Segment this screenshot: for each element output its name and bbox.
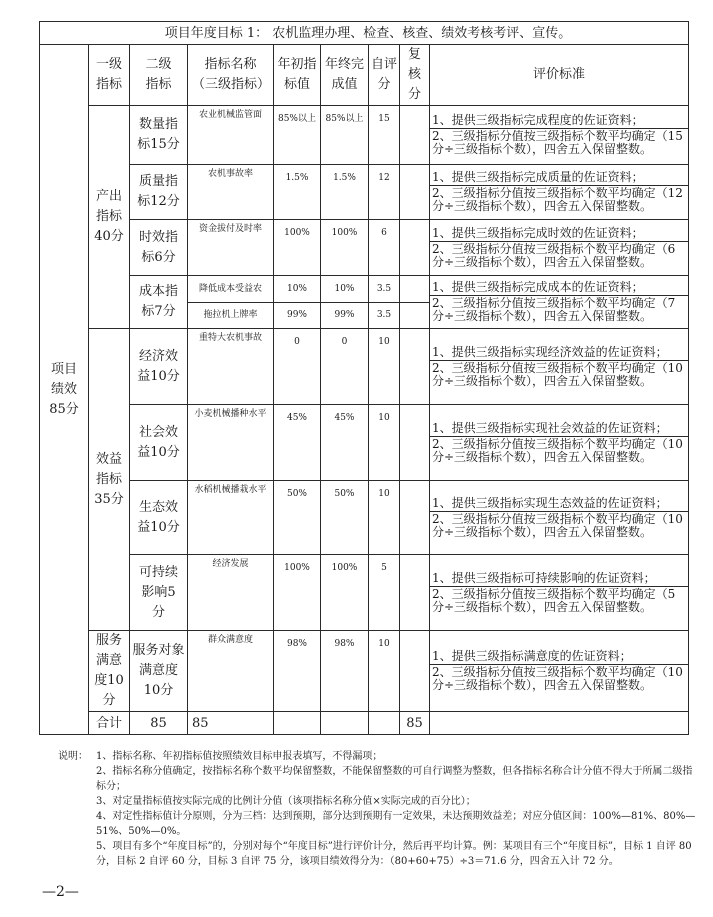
note-2: 2、指标名称分值确定，按指标名称个数平均保留整数，不能保留整数的可自行调整为整数，但各指标名称合计分值不得大于所属二级指标分； — [96, 766, 693, 792]
criteria-line-1: 1、提供三级指标实现生态效益的佐证资料； — [432, 495, 668, 510]
criteria-line-1: 1、提供三级指标实现社会效益的佐证资料； — [432, 420, 668, 435]
actual-value: 100% — [321, 220, 369, 276]
target-value: 100% — [274, 555, 321, 631]
header-self: 自评分 — [369, 45, 400, 106]
criteria-cell — [430, 106, 689, 165]
total-lv1: 85 — [130, 712, 188, 735]
total-target — [321, 712, 369, 735]
actual-value: 50% — [321, 481, 369, 555]
criteria-line-2: 2、三级指标分值按三级指标个数平均确定（10 分÷三级指标个数），四舍五入保留整数。 — [432, 511, 683, 539]
lv2-cell: 数量指标15分 — [130, 106, 188, 165]
root-label: 项目绩效85分 — [40, 45, 89, 735]
criteria-line-1: 1、提供三级指标完成程度的佐证资料； — [432, 113, 644, 127]
total-self: 85 — [400, 712, 430, 735]
benefit-label: 效益指标35分 — [89, 329, 130, 631]
criteria-cell — [430, 405, 689, 481]
output-label: 产出指标40分 — [89, 106, 130, 329]
actual-value: 1.5% — [321, 165, 369, 220]
criteria-cell — [430, 481, 689, 555]
review-score — [400, 165, 430, 220]
indicator-name: 资金拔付及时率 — [188, 220, 274, 276]
lv2-cell: 质量指标12分 — [130, 165, 188, 220]
header-lv2: 二级指标 — [130, 45, 188, 106]
criteria-line-1: 1、提供三级指标完成质量的佐证资料； — [432, 170, 644, 184]
note-4: 4、对定性指标值计分原则，分为三档：达到预期，部分达到预期有一定效果，未达预期效益差；对应分值区间：100%—81%、80%—51%、50%—0%。 — [96, 811, 696, 837]
total-label: 合计 — [89, 712, 130, 735]
self-score: 3.5 — [369, 303, 400, 329]
lv2-cell: 可持续影响5分 — [130, 555, 188, 631]
header-review: 复核分 — [400, 45, 430, 106]
indicator-name: 水稻机械播栽水平 — [188, 481, 274, 555]
lv2-cell: 时效指标6分 — [130, 220, 188, 276]
review-score — [400, 481, 430, 555]
satisfaction-label: 服务满意度10分 — [89, 631, 130, 712]
performance-table — [39, 21, 689, 735]
self-score: 6 — [369, 220, 400, 276]
review-score — [400, 329, 430, 405]
criteria-line-2: 2、三级指标分值按三级指标个数平均确定（7 分÷三级指标个数），四舍五入保留整数。 — [432, 296, 676, 323]
indicator-name: 经济发展 — [188, 555, 274, 631]
target-value: 1.5% — [274, 165, 321, 220]
self-score: 12 — [369, 165, 400, 220]
review-score — [400, 276, 430, 303]
indicator-name: 小麦机械播种水平 — [188, 405, 274, 481]
criteria-line-2: 2、三级指标分值按三级指标个数平均确定（15 分÷三级指标个数），四舍五入保留整数。 — [432, 129, 683, 156]
criteria-cell — [430, 631, 689, 712]
indicator-name: 重特大农机事故 — [188, 329, 274, 405]
actual-value: 10% — [321, 276, 369, 303]
self-score: 10 — [369, 481, 400, 555]
lv2-cell: 成本指标7分 — [130, 276, 188, 329]
criteria-line-1: 1、提供三级指标完成时效的佐证资料； — [432, 225, 644, 240]
total-name — [274, 712, 321, 735]
criteria-cell — [430, 165, 689, 220]
target-value: 10% — [274, 276, 321, 303]
criteria-line-2: 2、三级指标分值按三级指标个数平均确定（6 分÷三级指标个数），四舍五入保留整数。 — [432, 241, 676, 269]
criteria-line-1: 1、提供三级指标满意度的佐证资料； — [432, 649, 632, 663]
review-score — [400, 405, 430, 481]
indicator-name: 降低成本受益农 — [188, 276, 274, 303]
target-value: 85%以上 — [274, 106, 321, 165]
target-value: 99% — [274, 303, 321, 329]
total-actual — [369, 712, 400, 735]
actual-value: 0 — [321, 329, 369, 405]
notes-section — [58, 749, 698, 869]
review-score — [400, 555, 430, 631]
page-number: —2— — [42, 884, 79, 900]
self-score: 15 — [369, 106, 400, 165]
criteria-line-2: 2、三级指标分值按三级指标个数平均确定（5 分÷三级指标个数），四舍五入保留整数。 — [432, 586, 676, 614]
indicator-name: 农业机械监管面 — [188, 106, 274, 165]
review-score — [400, 220, 430, 276]
criteria-line-1: 1、提供三级指标可持续影响的佐证资料； — [432, 570, 656, 585]
self-score: 10 — [369, 329, 400, 405]
actual-value: 100% — [321, 555, 369, 631]
self-score: 10 — [369, 631, 400, 712]
self-score: 5 — [369, 555, 400, 631]
self-score: 10 — [369, 405, 400, 481]
indicator-name: 拖拉机上牌率 — [188, 303, 274, 329]
lv2-cell: 服务对象满意度10分 — [130, 631, 188, 712]
criteria-line-2: 2、三级指标分值按三级指标个数平均确定（12 分÷三级指标个数），四舍五入保留整数。 — [432, 186, 683, 213]
notes-label: 说明： — [58, 751, 88, 762]
target-value: 45% — [274, 405, 321, 481]
actual-value: 98% — [321, 631, 369, 712]
indicator-name: 农机事故率 — [188, 165, 274, 220]
header-name: 指标名称（三级指标） — [188, 45, 274, 106]
lv2-cell: 生态效益10分 — [130, 481, 188, 555]
criteria-cell — [430, 220, 689, 276]
lv2-cell: 经济效益10分 — [130, 329, 188, 405]
criteria-cell — [430, 276, 689, 329]
self-score: 3.5 — [369, 276, 400, 303]
criteria-line-1: 1、提供三级指标实现经济效益的佐证资料； — [432, 344, 668, 359]
header-lv1: 一级指标 — [89, 45, 130, 106]
target-value: 98% — [274, 631, 321, 712]
actual-value: 85%以上 — [321, 106, 369, 165]
actual-value: 45% — [321, 405, 369, 481]
criteria-line-2: 2、三级指标分值按三级指标个数平均确定（10 分÷三级指标个数），四舍五入保留整数。 — [432, 665, 683, 692]
criteria-line-1: 1、提供三级指标完成成本的佐证资料； — [432, 280, 644, 294]
header-criteria: 评价标准 — [430, 45, 689, 106]
criteria-line-2: 2、三级指标分值按三级指标个数平均确定（10 分÷三级指标个数），四舍五入保留整数。 — [432, 360, 683, 388]
target-value: 100% — [274, 220, 321, 276]
total-review — [430, 712, 689, 735]
header-target: 年初指标值 — [274, 45, 321, 106]
criteria-line-2: 2、三级指标分值按三级指标个数平均确定（10 分÷三级指标个数），四舍五入保留整数。 — [432, 436, 683, 464]
goal-row: 项目年度目标 1： 农机监理办理、检查、核查、绩效考核考评、宣传。 — [40, 22, 689, 45]
actual-value: 99% — [321, 303, 369, 329]
criteria-cell — [430, 329, 689, 405]
review-score — [400, 631, 430, 712]
target-value: 0 — [274, 329, 321, 405]
lv2-cell: 社会效益10分 — [130, 405, 188, 481]
criteria-cell — [430, 555, 689, 631]
target-value: 50% — [274, 481, 321, 555]
note-5: 5、项目有多个“年度目标”的，分别对每个“年度目标”进行评价计分，然后再平均计算。例：某项目有三个“年度目标”，目标 1 自评 80 分，目标 2 自评 60 分，目标 3 自评 75 分，该项目绩效得分为：（80+60+75）÷3＝71.6 分，四舍五入计 72 分。 — [96, 841, 692, 867]
review-score — [400, 106, 430, 165]
indicator-name: 群众满意度 — [188, 631, 274, 712]
note-1: 1、指标名称、年初指标值按照绩效目标申报表填写，不得漏项； — [96, 751, 383, 762]
review-score — [400, 303, 430, 329]
header-actual: 年终完成值 — [321, 45, 369, 106]
note-3: 3、对定量指标值按实际完成的比例计分值（该项指标名称分值×实际完成的百分比）； — [96, 796, 476, 807]
total-lv2: 85 — [188, 712, 274, 735]
